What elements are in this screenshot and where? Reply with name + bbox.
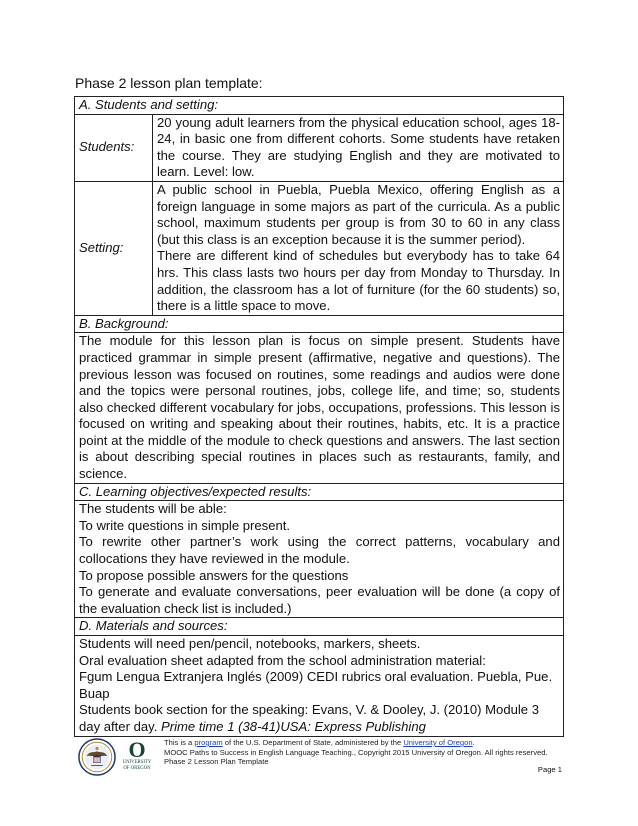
material-line-italic: Prime time 1 (38-41)USA: Express Publishing [161,718,426,734]
footer-text-post: . [472,738,475,747]
background-text: The module for this lesson plan is focus on simple present. Students have practiced grammar in simple present (affirmative, negative and questions). The previous lesson was focused on routines, some readings and audios were done and the topics were personal routines, jobs, college life, and time; so, students also checked different vocabulary for jobs, occupations, professions. This lesson is focused on writing and speaking about their routines, habits, etc. It is a practice point at the middle of the module to check questions and answers. The last section is about describing special routines in places such as restaurants, family, and science. [75,333,564,483]
setting-label: Setting: [75,181,153,315]
material-line: Oral evaluation sheet adapted from the school administration material: [79,652,486,668]
footer-text-pre: This is a [164,738,195,747]
objective-line: To generate and evaluate conversations, peer evaluation will be done (a copy of the evaluation check list is included.) [79,584,560,616]
page-number: Page 1 [537,765,562,774]
students-text: 20 young adult learners from the physical education school, ages 18-24, in basic one from different cohorts. Some students have retaken the course. They are studying English and they are motivated to learn. Level: low. [153,114,564,181]
logo-text-of-oregon: OF OREGON [123,766,151,771]
setting-text: A public school in Puebla, Puebla Mexico, offering English as a foreign language in some majors as part of the curricula. As a public school, maximum students per group is from 30 to 60 in any class (but this class is an exception because it is the summer period). [157,181,560,247]
section-b-title: B. Background: [75,315,564,333]
state-department-seal-icon [78,738,116,776]
material-line [79,702,560,735]
section-a-title: A. Students and setting: [75,97,564,115]
footer-text [164,738,562,767]
program-link[interactable]: program [194,738,223,747]
section-d-title: D. Materials and sources: [75,618,564,636]
page-footer [78,736,562,780]
footer-line-2: MOOC Paths to Success in English Language Teaching., Copyright 2015 University of Oregon. All rights reserved. [164,747,548,757]
students-label: Students: [75,114,153,181]
objectives-cell [75,501,564,618]
objective-line: To propose possible answers for the questions [79,567,349,583]
objective-line: To rewrite other partner’s work using the correct patterns, vocabulary and collocations they have reviewed in the module. [79,534,560,567]
setting-cell [153,181,564,315]
lesson-plan-table [74,96,564,737]
oregon-o-letter: O [128,737,146,762]
university-of-oregon-logo [122,737,152,776]
material-line: Fgum Lengua Extranjera Inglés (2009) CEDI rubrics oral evaluation. Puebla, Pue. Buap [79,669,553,701]
material-line-text: Students book section for the speaking: Evans, V. & Dooley, J. (2010) Module 3 day after day. [79,702,540,734]
objective-line: To write questions in simple present. [79,517,291,533]
footer-line-1 [164,738,562,748]
footer-text-mid: of the U.S. Department of State, administered by the [222,738,404,747]
materials-cell [75,636,564,737]
objective-line: The students will be able: [79,501,227,517]
footer-line-3: Phase 2 Lesson Plan Template [164,757,269,767]
material-line: Students will need pen/pencil, notebooks, markers, sheets. [79,636,421,651]
setting-text-2: There are different kind of schedules but everybody has to take 64 hrs. This class lasts two hours per day from Monday to Thursday. In addition, the classroom has a lot of furniture (for the 60 students) so, there is a little space to move. [157,248,560,314]
university-of-oregon-link[interactable]: University of Oregon [403,738,473,747]
section-c-title: C. Learning objectives/expected results: [75,483,564,501]
logo-text-university: UNIVERSITY [122,760,152,765]
page-heading: Phase 2 lesson plan template: [75,75,263,91]
